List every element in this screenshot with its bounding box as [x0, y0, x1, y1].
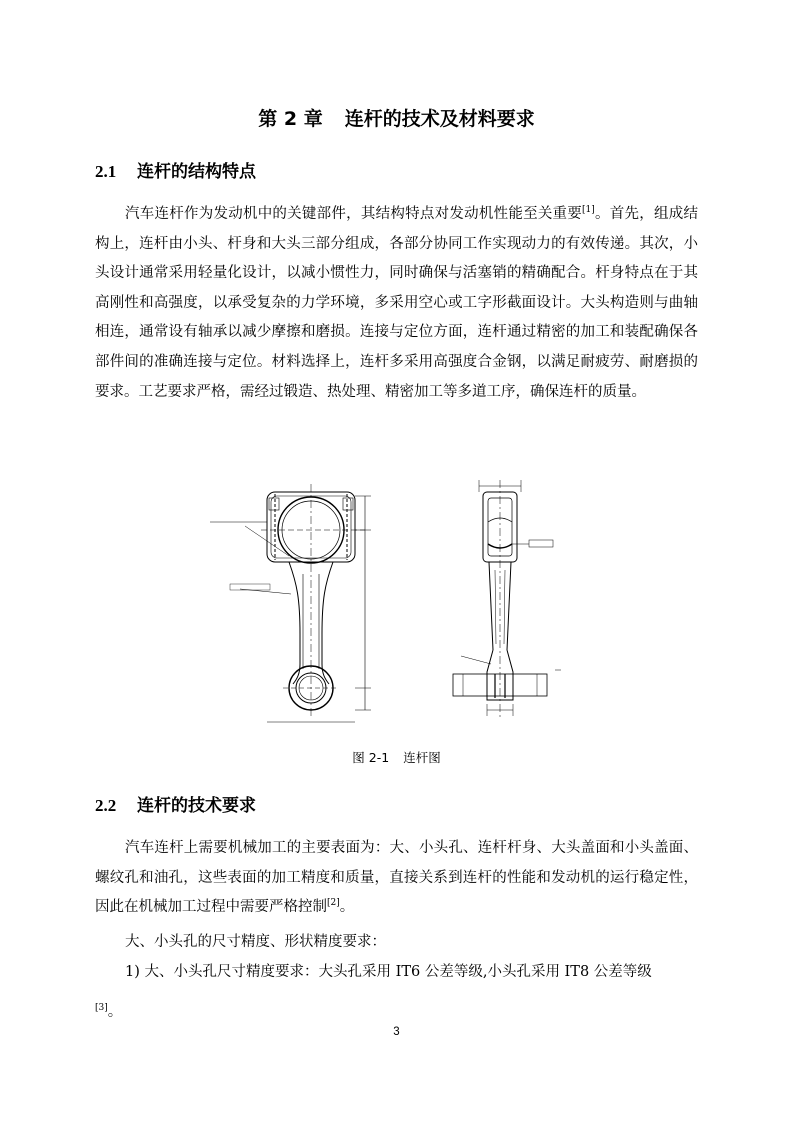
figure-number: 图 2-1 — [352, 750, 390, 765]
citation: [2] — [327, 898, 340, 909]
list-item: 1) 大、小头孔尺寸精度要求：大头孔采用 IT6 公差等级,小头孔采用 IT8 公差等级 — [125, 964, 652, 980]
section-number: 2.2 — [95, 796, 117, 815]
chapter-number: 第 2 章 — [258, 108, 323, 130]
section-number: 2.1 — [95, 162, 117, 181]
connecting-rod-figure — [205, 474, 600, 728]
section-title: 连杆的技术要求 — [137, 796, 256, 816]
paragraph: 汽车连杆上需要机械加工的主要表面为：大、小头孔、连杆杆身、大头盖面和小头盖面、螺纹孔和油孔，这些表面的加工精度和质量，直接关系到连杆的性能和发动机的运行稳定性，因此在机械加工过程中需要严格控制[2]。 — [95, 840, 698, 916]
front-view — [210, 484, 371, 722]
connecting-rod-drawing — [205, 474, 600, 728]
citation: [1] — [582, 205, 595, 216]
figure-caption-text: 连杆图 — [403, 750, 441, 765]
section-heading-2-2 — [95, 791, 256, 816]
figure-caption — [0, 748, 793, 766]
paragraph: 汽车连杆作为发动机中的关键部件，其结构特点对发动机性能至关重要[1]。首先，组成结构上，连杆由小头、杆身和大头三部分组成，各部分协同工作实现动力的有效传递。其次，小头设计通常采用轻量化设计，以减小惯性力，同时确保与活塞销的精确配合。杆身特点在于其高刚性和高强度，以承受复杂的力学环境，多采用空心或工字形截面设计。大头构造则与曲轴相连，通常设有轴承以减少摩擦和磨损。连接与定位方面，连杆通过精密的加工和装配确保各部件间的准确连接与定位。材料选择上，连杆多采用高强度合金钢，以满足耐疲劳、耐磨损的要求。工艺要求严格，需经过锻造、热处理、精密加工等多道工序，确保连杆的质量。 — [95, 205, 699, 400]
trailing-citation: [3]。 — [95, 1003, 123, 1020]
side-view — [453, 480, 561, 719]
citation: [3] — [95, 1003, 108, 1014]
paragraph: 大、小头孔的尺寸精度、形状精度要求： — [125, 934, 386, 950]
chapter-title — [0, 104, 793, 131]
page-number: 3 — [393, 1026, 400, 1038]
chapter-title-text: 连杆的技术及材料要求 — [344, 108, 535, 130]
section-title: 连杆的结构特点 — [137, 162, 256, 182]
section-heading-2-1 — [95, 157, 256, 182]
